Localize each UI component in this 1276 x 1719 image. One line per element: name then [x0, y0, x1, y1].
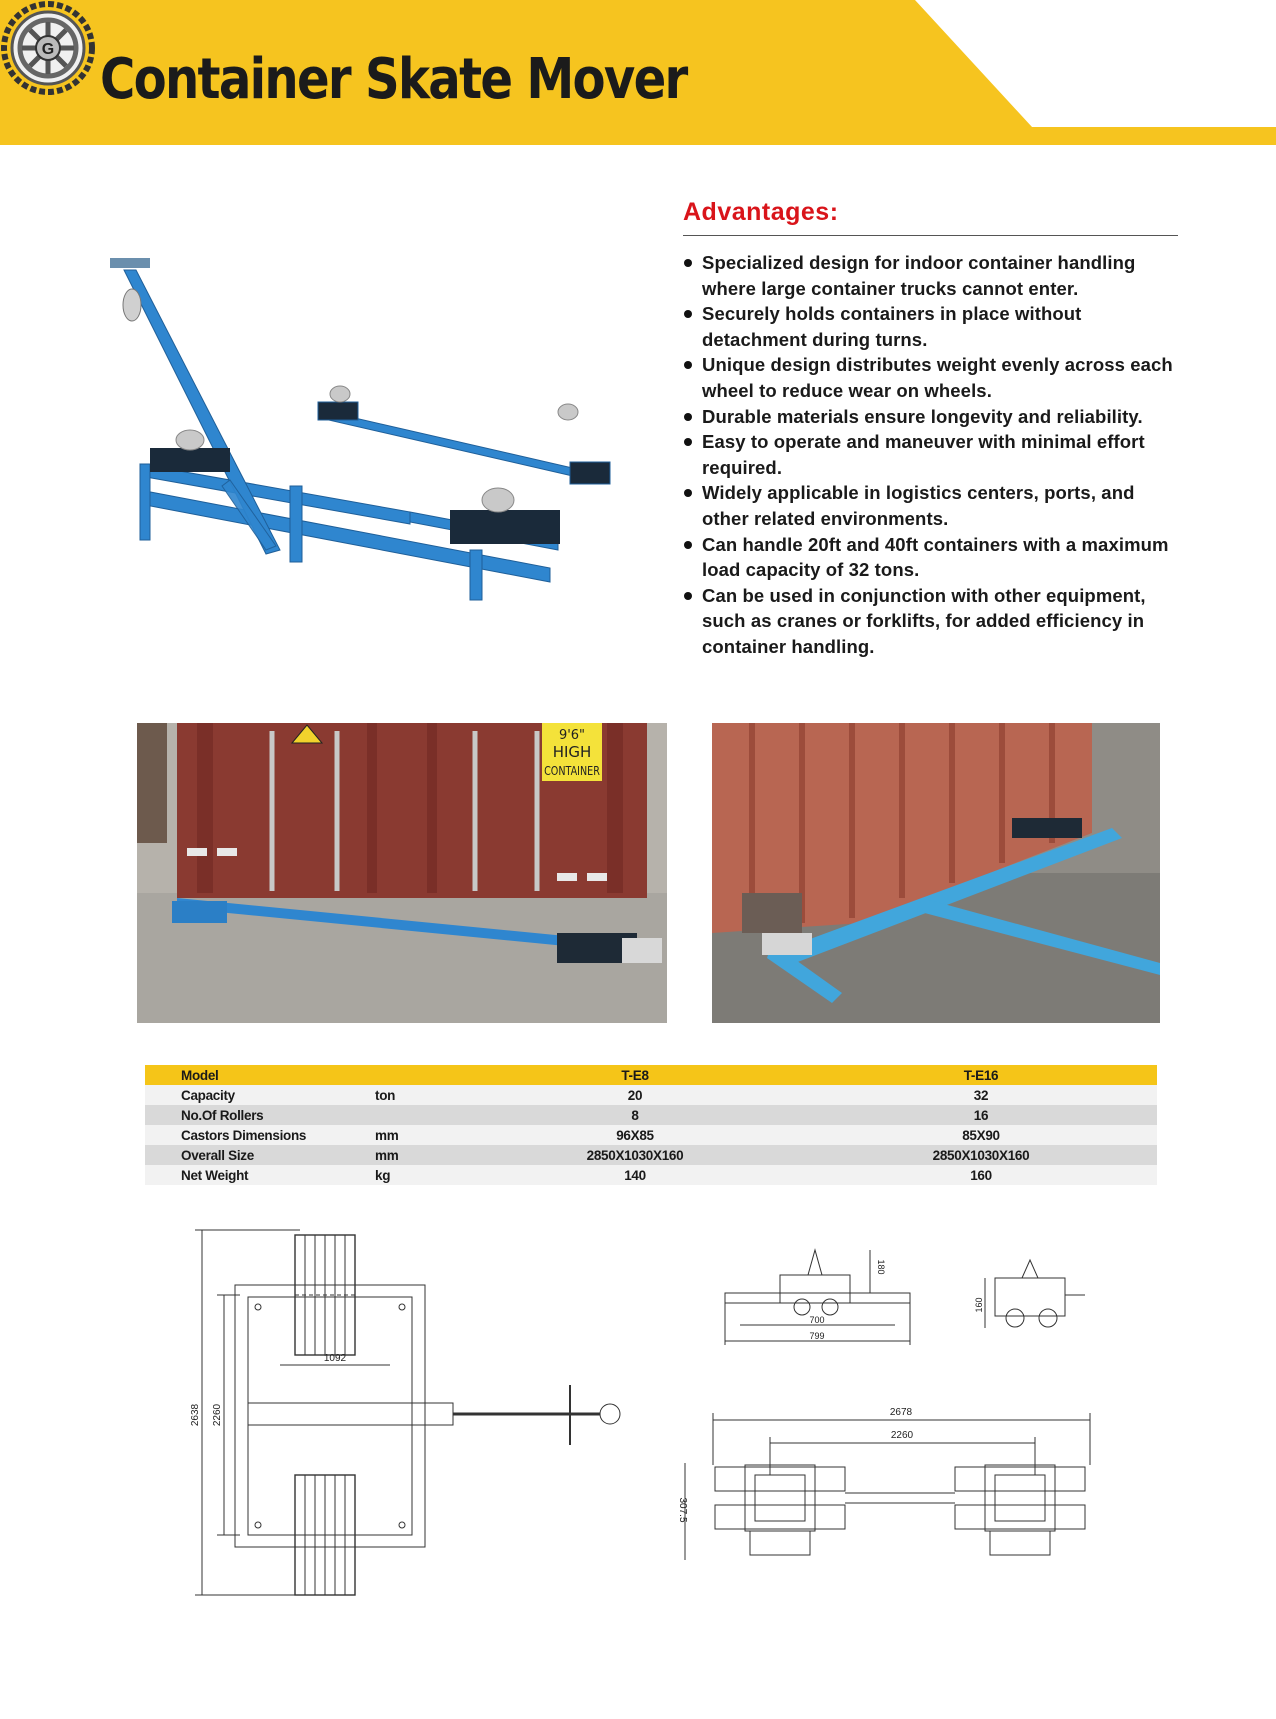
dim-outer: 2638	[190, 1403, 201, 1427]
table-cell: Capacity	[181, 1085, 375, 1105]
table-cell: kg	[375, 1165, 465, 1185]
table-row	[145, 1105, 1157, 1125]
dim-skate-outer: 799	[809, 1331, 825, 1341]
gear-chain-wheel-logo-icon	[0, 0, 96, 96]
product-render-image	[80, 250, 640, 620]
sign-text-line3: CONTAINER	[544, 763, 600, 779]
dim-inner: 2260	[212, 1403, 223, 1427]
container-corner-photo	[712, 723, 1160, 1023]
table-cell: Overall Size	[181, 1145, 375, 1165]
list-item: Securely holds containers in place without detachment during turns.	[683, 301, 1183, 352]
table-cell	[375, 1105, 465, 1125]
table-cell: 140	[465, 1165, 805, 1185]
table-cell: Net Weight	[181, 1165, 375, 1185]
table-cell: 2850X1030X160	[465, 1145, 805, 1165]
table-header-row	[145, 1065, 1157, 1085]
table-cell: T-E8	[465, 1065, 805, 1085]
table-cell: T-E16	[805, 1065, 1157, 1085]
list-item: Can be used in conjunction with other equipment, such as cranes or forklifts, for added efficiency in container handling.	[683, 583, 1183, 660]
list-item: Specialized design for indoor container handling where large container trucks cannot enter.	[683, 250, 1183, 301]
dim-skate-inner: 700	[809, 1315, 825, 1325]
table-row	[145, 1165, 1157, 1185]
list-item: Easy to operate and maneuver with minimal effort required.	[683, 429, 1183, 480]
svg-text:G: G	[41, 41, 55, 58]
dim-front-inner: 2260	[890, 1430, 914, 1441]
table-cell: ton	[375, 1085, 465, 1105]
specifications-table	[145, 1065, 1157, 1185]
table-cell: 85X90	[805, 1125, 1157, 1145]
table-cell	[375, 1065, 465, 1085]
dim-front-depth: 307.5	[677, 1497, 688, 1523]
skate-end-view-drawing	[970, 1250, 1090, 1340]
dim-end-height: 160	[974, 1297, 984, 1313]
advantages-list	[683, 250, 1183, 660]
container-rear-photo	[137, 723, 667, 1023]
dim-skate-height: 180	[876, 1259, 886, 1275]
sign-text-line2: HIGH	[552, 743, 592, 761]
dim-width: 1092	[323, 1353, 347, 1364]
front-view-drawing	[675, 1395, 1125, 1585]
table-cell: 96X85	[465, 1125, 805, 1145]
table-cell: Castors Dimensions	[181, 1125, 375, 1145]
plan-view-drawing	[180, 1225, 640, 1605]
table-cell: 16	[805, 1105, 1157, 1125]
table-row	[145, 1085, 1157, 1105]
table-row	[145, 1145, 1157, 1165]
table-cell: 8	[465, 1105, 805, 1125]
table-cell: 160	[805, 1165, 1157, 1185]
table-row	[145, 1125, 1157, 1145]
list-item: Widely applicable in logistics centers, ports, and other related environments.	[683, 480, 1183, 531]
list-item: Can handle 20ft and 40ft containers with a maximum load capacity of 32 tons.	[683, 532, 1183, 583]
table-cell: 2850X1030X160	[805, 1145, 1157, 1165]
sign-text-line1: 9'6"	[558, 728, 586, 743]
table-cell: 32	[805, 1085, 1157, 1105]
table-cell: mm	[375, 1125, 465, 1145]
skate-side-view-drawing	[720, 1245, 920, 1355]
table-cell: 20	[465, 1085, 805, 1105]
page-title: Container Skate Mover	[100, 47, 687, 112]
dim-front-outer: 2678	[889, 1407, 913, 1418]
table-cell: Model	[181, 1065, 375, 1085]
list-item: Unique design distributes weight evenly across each wheel to reduce wear on wheels.	[683, 352, 1183, 403]
table-cell: No.Of Rollers	[181, 1105, 375, 1125]
advantages-section	[683, 198, 1183, 660]
header-banner	[0, 0, 1276, 145]
table-cell: mm	[375, 1145, 465, 1165]
advantages-heading: Advantages:	[683, 198, 1178, 236]
list-item: Durable materials ensure longevity and reliability.	[683, 404, 1183, 430]
